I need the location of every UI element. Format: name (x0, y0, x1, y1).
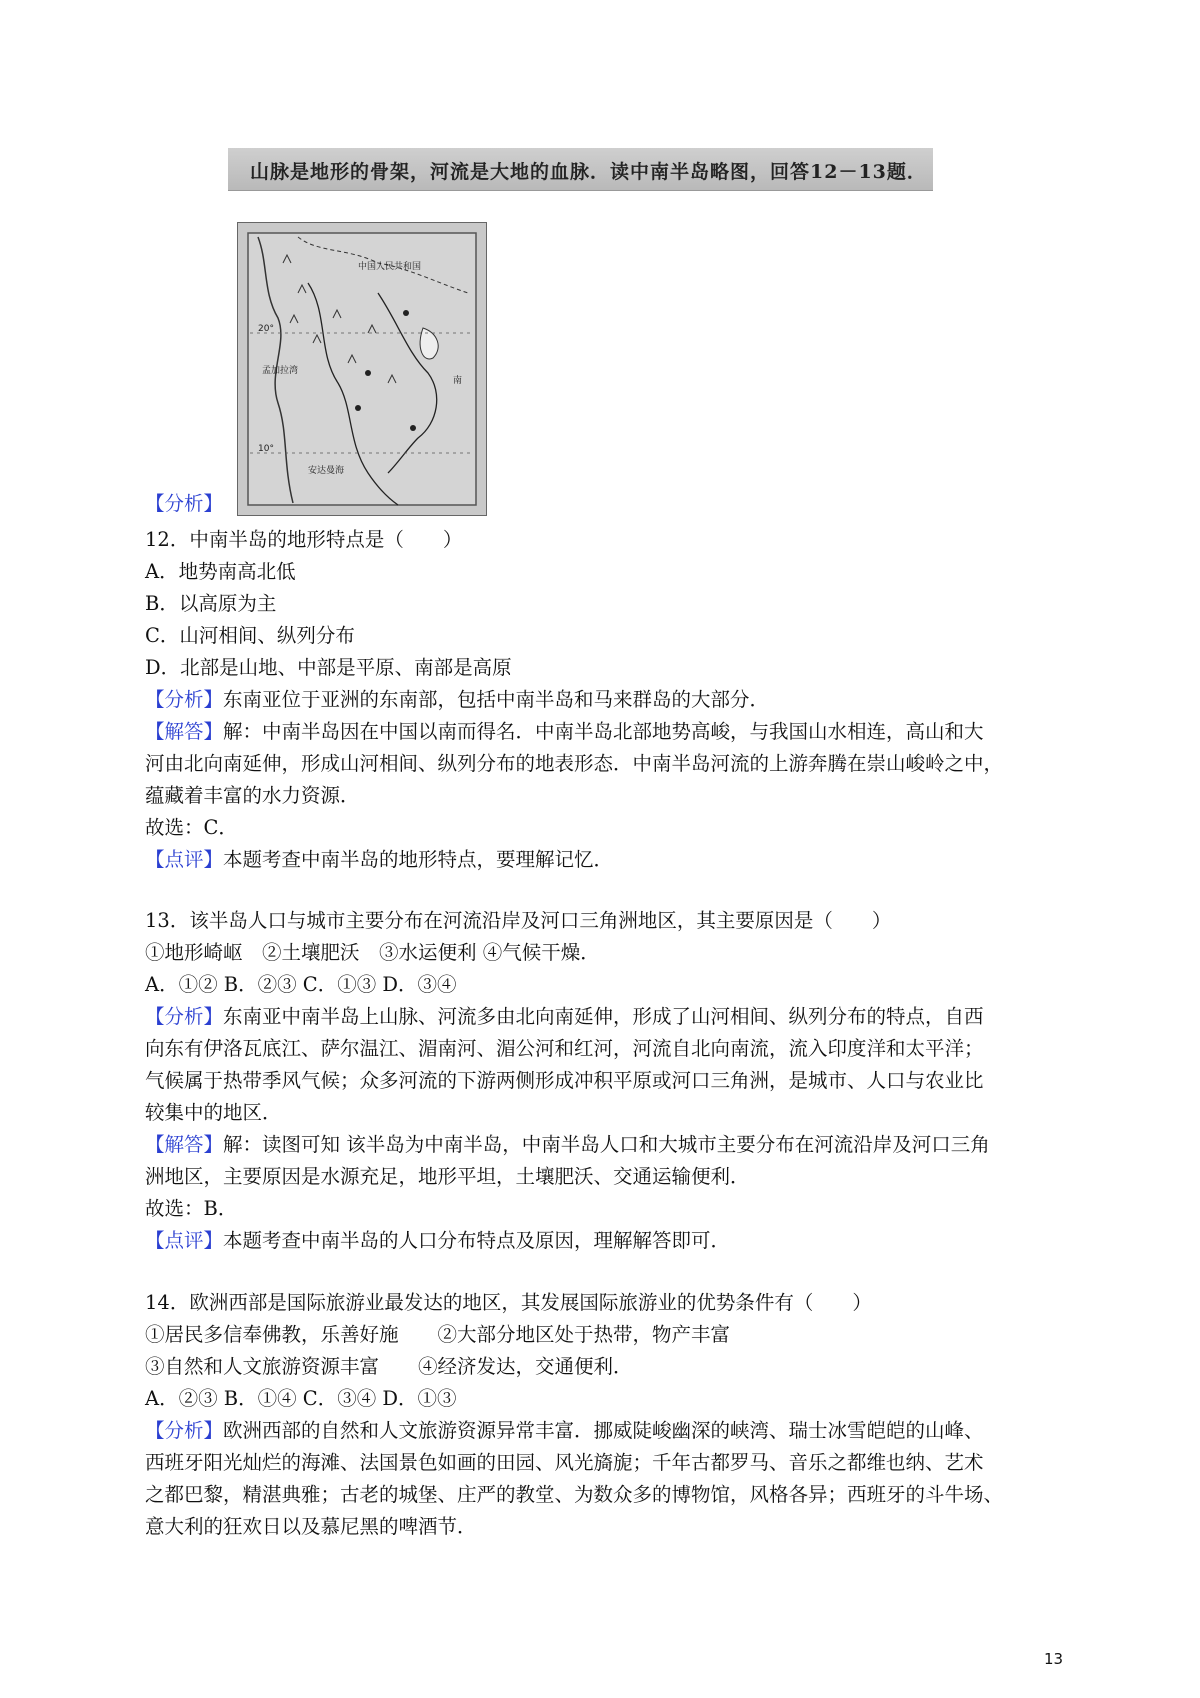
q12-stem: 12．中南半岛的地形特点是（ ） (145, 528, 463, 551)
q14-analysis (145, 1415, 1105, 1447)
q14-analysis-line-3: 之都巴黎，精湛典雅；古老的城堡、庄严的教堂、为数众多的博物馆，风格各异；西班牙的斗牛场、 (145, 1483, 1004, 1506)
q13-stem: 13．该半岛人口与城市主要分布在河流沿岸及河口三角洲地区，其主要原因是（ ） (145, 909, 892, 932)
banner-text: 山脉是地形的骨架，河流是大地的血脉．读中南半岛略图，回答12－13题． (250, 161, 927, 183)
q12-answer-line-1: 解：中南半岛因在中国以南而得名．中南半岛北部地势高峻，与我国山水相连，高山和大 (223, 720, 984, 743)
q13-analysis (145, 1001, 1105, 1033)
q12-review (145, 844, 1105, 876)
map-label-andaman: 安达曼海 (308, 466, 345, 476)
q12-analysis (145, 684, 1105, 716)
answer-tag: 【解答】 (145, 1133, 224, 1156)
q12-answer-line-2: 河由北向南延伸，形成山河相间、纵列分布的地表形态．中南半岛河流的上游奔腾在崇山峻岭之中， (145, 752, 1004, 775)
q12-answer-line-3: 蕴藏着丰富的水力资源． (145, 784, 360, 807)
q12-choice: 故选：C． (145, 816, 238, 839)
q13-options: A．①② B．②③ C．①③ D．③④ (145, 973, 457, 996)
answer-tag: 【解答】 (145, 720, 224, 743)
q13-analysis-line-3: 气候属于热带季风气候；众多河流的下游两侧形成冲积平原或河口三角洲，是城市、人口与农业比 (145, 1069, 984, 1092)
review-tag: 【点评】 (145, 848, 224, 871)
q14-options: A．②③ B．①④ C．③④ D．①③ (145, 1387, 457, 1410)
q13-answer-line-1: 解：读图可知 该半岛为中南半岛，中南半岛人口和大城市主要分布在河流沿岸及河口三角 (223, 1133, 990, 1156)
q13-items: ①地形崎岖 ②土壤肥沃 ③水运便利 ④气候干燥． (145, 941, 600, 964)
q12-analysis-text: 东南亚位于亚洲的东南部，包括中南半岛和马来群岛的大部分． (223, 688, 770, 711)
map-label-bay: 孟加拉湾 (262, 366, 299, 376)
map-label-lat20: 20° (258, 324, 274, 334)
q13-review-text: 本题考查中南半岛的人口分布特点及原因，理解解答即可． (223, 1229, 731, 1252)
q13-review (145, 1225, 1105, 1257)
map-label-china: 中国人民共和国 (358, 262, 422, 272)
q12-review-text: 本题考查中南半岛的地形特点，要理解记忆． (223, 848, 614, 871)
q13-analysis-line-2: 向东有伊洛瓦底江、萨尔温江、湄南河、湄公河和红河，河流自北向南流，流入印度洋和太平洋； (145, 1037, 984, 1060)
map-drawing (238, 223, 486, 515)
q14-analysis-line-2: 西班牙阳光灿烂的海滩、法国景色如画的田园、风光旖旎；千年古都罗马、音乐之都维也纳、艺术 (145, 1451, 984, 1474)
review-tag: 【点评】 (145, 1229, 224, 1252)
q14-stem: 14．欧洲西部是国际旅游业最发达的地区，其发展国际旅游业的优势条件有（ ） (145, 1291, 872, 1314)
analysis-tag: 【分析】 (145, 688, 224, 711)
q14-items-line-2: ③自然和人文旅游资源丰富 ④经济发达，交通便利． (145, 1355, 633, 1378)
analysis-tag: 【分析】 (145, 1419, 224, 1442)
q14-analysis-line-1: 欧洲西部的自然和人文旅游资源异常丰富．挪威陡峻幽深的峡湾、瑞士冰雪皑皑的山峰、 (223, 1419, 984, 1442)
indochina-map-figure (237, 222, 487, 516)
q12-pre-analysis-tag: 【分析】 (145, 492, 224, 515)
map-label-lat10: 10° (258, 444, 274, 454)
page-number: 13 (1044, 1650, 1064, 1668)
q14-analysis-line-4: 意大利的狂欢日以及慕尼黑的啤酒节． (145, 1515, 477, 1538)
q13-answer (145, 1129, 1105, 1161)
question-banner (228, 148, 933, 191)
q12-option-a: A．地势南高北低 (145, 560, 296, 583)
q13-analysis-line-4: 较集中的地区． (145, 1101, 282, 1124)
analysis-tag: 【分析】 (145, 1005, 224, 1028)
q13-choice: 故选：B． (145, 1197, 238, 1220)
map-label-south: 南 (453, 376, 463, 386)
q13-analysis-line-1: 东南亚中南半岛上山脉、河流多由北向南延伸，形成了山河相间、纵列分布的特点，自西 (223, 1005, 984, 1028)
q12-option-d: D．北部是山地、中部是平原、南部是高原 (145, 656, 512, 679)
q12-answer (145, 716, 1105, 748)
q14-items-line-1: ①居民多信奉佛教，乐善好施 ②大部分地区处于热带，物产丰富 (145, 1323, 731, 1346)
q12-option-b: B．以高原为主 (145, 592, 277, 615)
q13-answer-line-2: 洲地区，主要原因是水源充足，地形平坦，土壤肥沃、交通运输便利． (145, 1165, 750, 1188)
q12-option-c: C．山河相间、纵列分布 (145, 624, 355, 647)
